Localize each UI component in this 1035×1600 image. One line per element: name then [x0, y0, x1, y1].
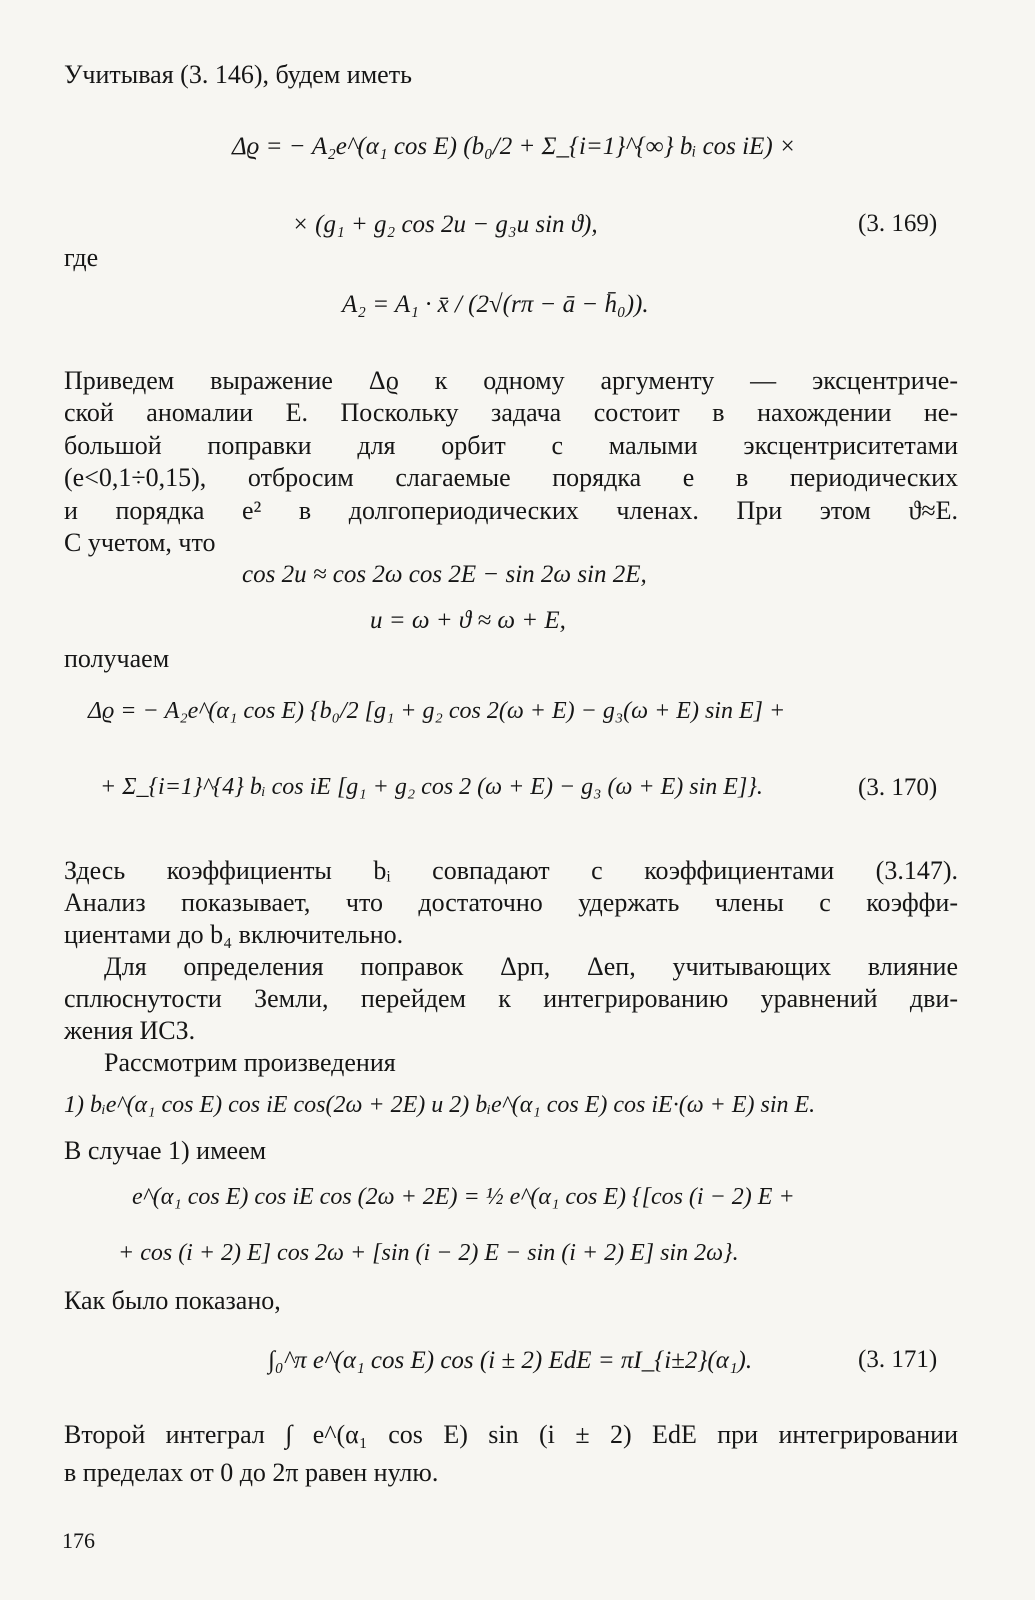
equation-number: (3. 170): [858, 774, 938, 801]
text-line: (e<0,1÷0,15), отбросим слагаемые порядка e в периодических: [64, 463, 958, 492]
equation-case-1-line-2: + cos (i + 2) E] cos 2ω + [sin (i − 2) E − sin (i + 2) E] sin 2ω}.: [118, 1240, 739, 1266]
text-line: жения ИСЗ.: [64, 1016, 196, 1045]
equation-products: 1) bᵢe^(α₁ cos E) cos iE cos(2ω + 2E) и 2) bᵢe^(α₁ cos E) cos iE·(ω + E) sin E.: [64, 1092, 816, 1118]
text-line: где: [64, 243, 99, 272]
text-line: Второй интеграл ∫ e^(α₁ cos E) sin (i ± 2) EdE при интегрировании: [64, 1420, 958, 1449]
page-number: 176: [62, 1528, 95, 1553]
equation-u: u = ω + ϑ ≈ ω + E,: [370, 607, 566, 634]
text-line: В случае 1) имеем: [64, 1136, 267, 1165]
text-line: в пределах от 0 до 2π равен нулю.: [64, 1458, 439, 1487]
text-line: сплюснутости Земли, перейдем к интегрированию уравнений дви-: [64, 984, 958, 1013]
text-line: Учитывая (3. 146), будем иметь: [64, 60, 412, 89]
equation-3-170-line-1: Δϱ = − A₂e^(α₁ cos E) {b₀/2 [g₁ + g₂ cos 2(ω + E) − g₃(ω + E) sin E] +: [88, 698, 786, 724]
equation-a2: A₂ = A₁ · x̄ / (2√(rπ − ā − h̄₀)).: [342, 291, 649, 318]
equation-number: (3. 171): [858, 1346, 938, 1373]
text-line: получаем: [64, 644, 170, 673]
text-line: Здесь коэффициенты bᵢ совпадают с коэффициентами (3.147).: [64, 856, 958, 885]
equation-number: (3. 169): [858, 210, 938, 237]
equation-3-171: ∫₀^π e^(α₁ cos E) cos (i ± 2) EdE = πI_{i±2}(α₁).: [268, 1347, 753, 1374]
text-line: Рассмотрим произведения: [104, 1048, 396, 1077]
equation-3-169-line-1: Δϱ = − A₂e^(α₁ cos E) (b₀/2 + Σ_{i=1}^{∞} bᵢ cos iE) ×: [232, 133, 796, 160]
text-line: ской аномалии E. Поскольку задача состоит в нахождении не-: [64, 398, 958, 427]
text-line: большой поправки для орбит с малыми эксцентриситетами: [64, 431, 958, 460]
equation-case-1-line-1: e^(α₁ cos E) cos iE cos (2ω + 2E) = ½ e^(α₁ cos E) {[cos (i − 2) E +: [132, 1184, 795, 1210]
text-line: Как было показано,: [64, 1286, 281, 1315]
text-line: С учетом, что: [64, 528, 216, 557]
text-line: Приведем выражение Δϱ к одному аргументу — эксцентриче-: [64, 366, 958, 395]
text-line: Для определения поправок Δpп, Δeп, учитывающих влияние: [104, 952, 958, 981]
equation-3-170-line-2: + Σ_{i=1}^{4} bᵢ cos iE [g₁ + g₂ cos 2 (ω + E) − g₃ (ω + E) sin E]}.: [100, 774, 763, 800]
equation-3-169-line-2: × (g₁ + g₂ cos 2u − g₃u sin ϑ),: [292, 211, 598, 238]
equation-cos2u: cos 2u ≈ cos 2ω cos 2E − sin 2ω sin 2E,: [242, 561, 647, 588]
text-line: и порядка e² в долгопериодических членах. При этом ϑ≈E.: [64, 496, 958, 525]
text-line: Анализ показывает, что достаточно удержать члены с коэффи-: [64, 888, 958, 917]
text-line: циентами до b₄ включительно.: [64, 920, 404, 949]
